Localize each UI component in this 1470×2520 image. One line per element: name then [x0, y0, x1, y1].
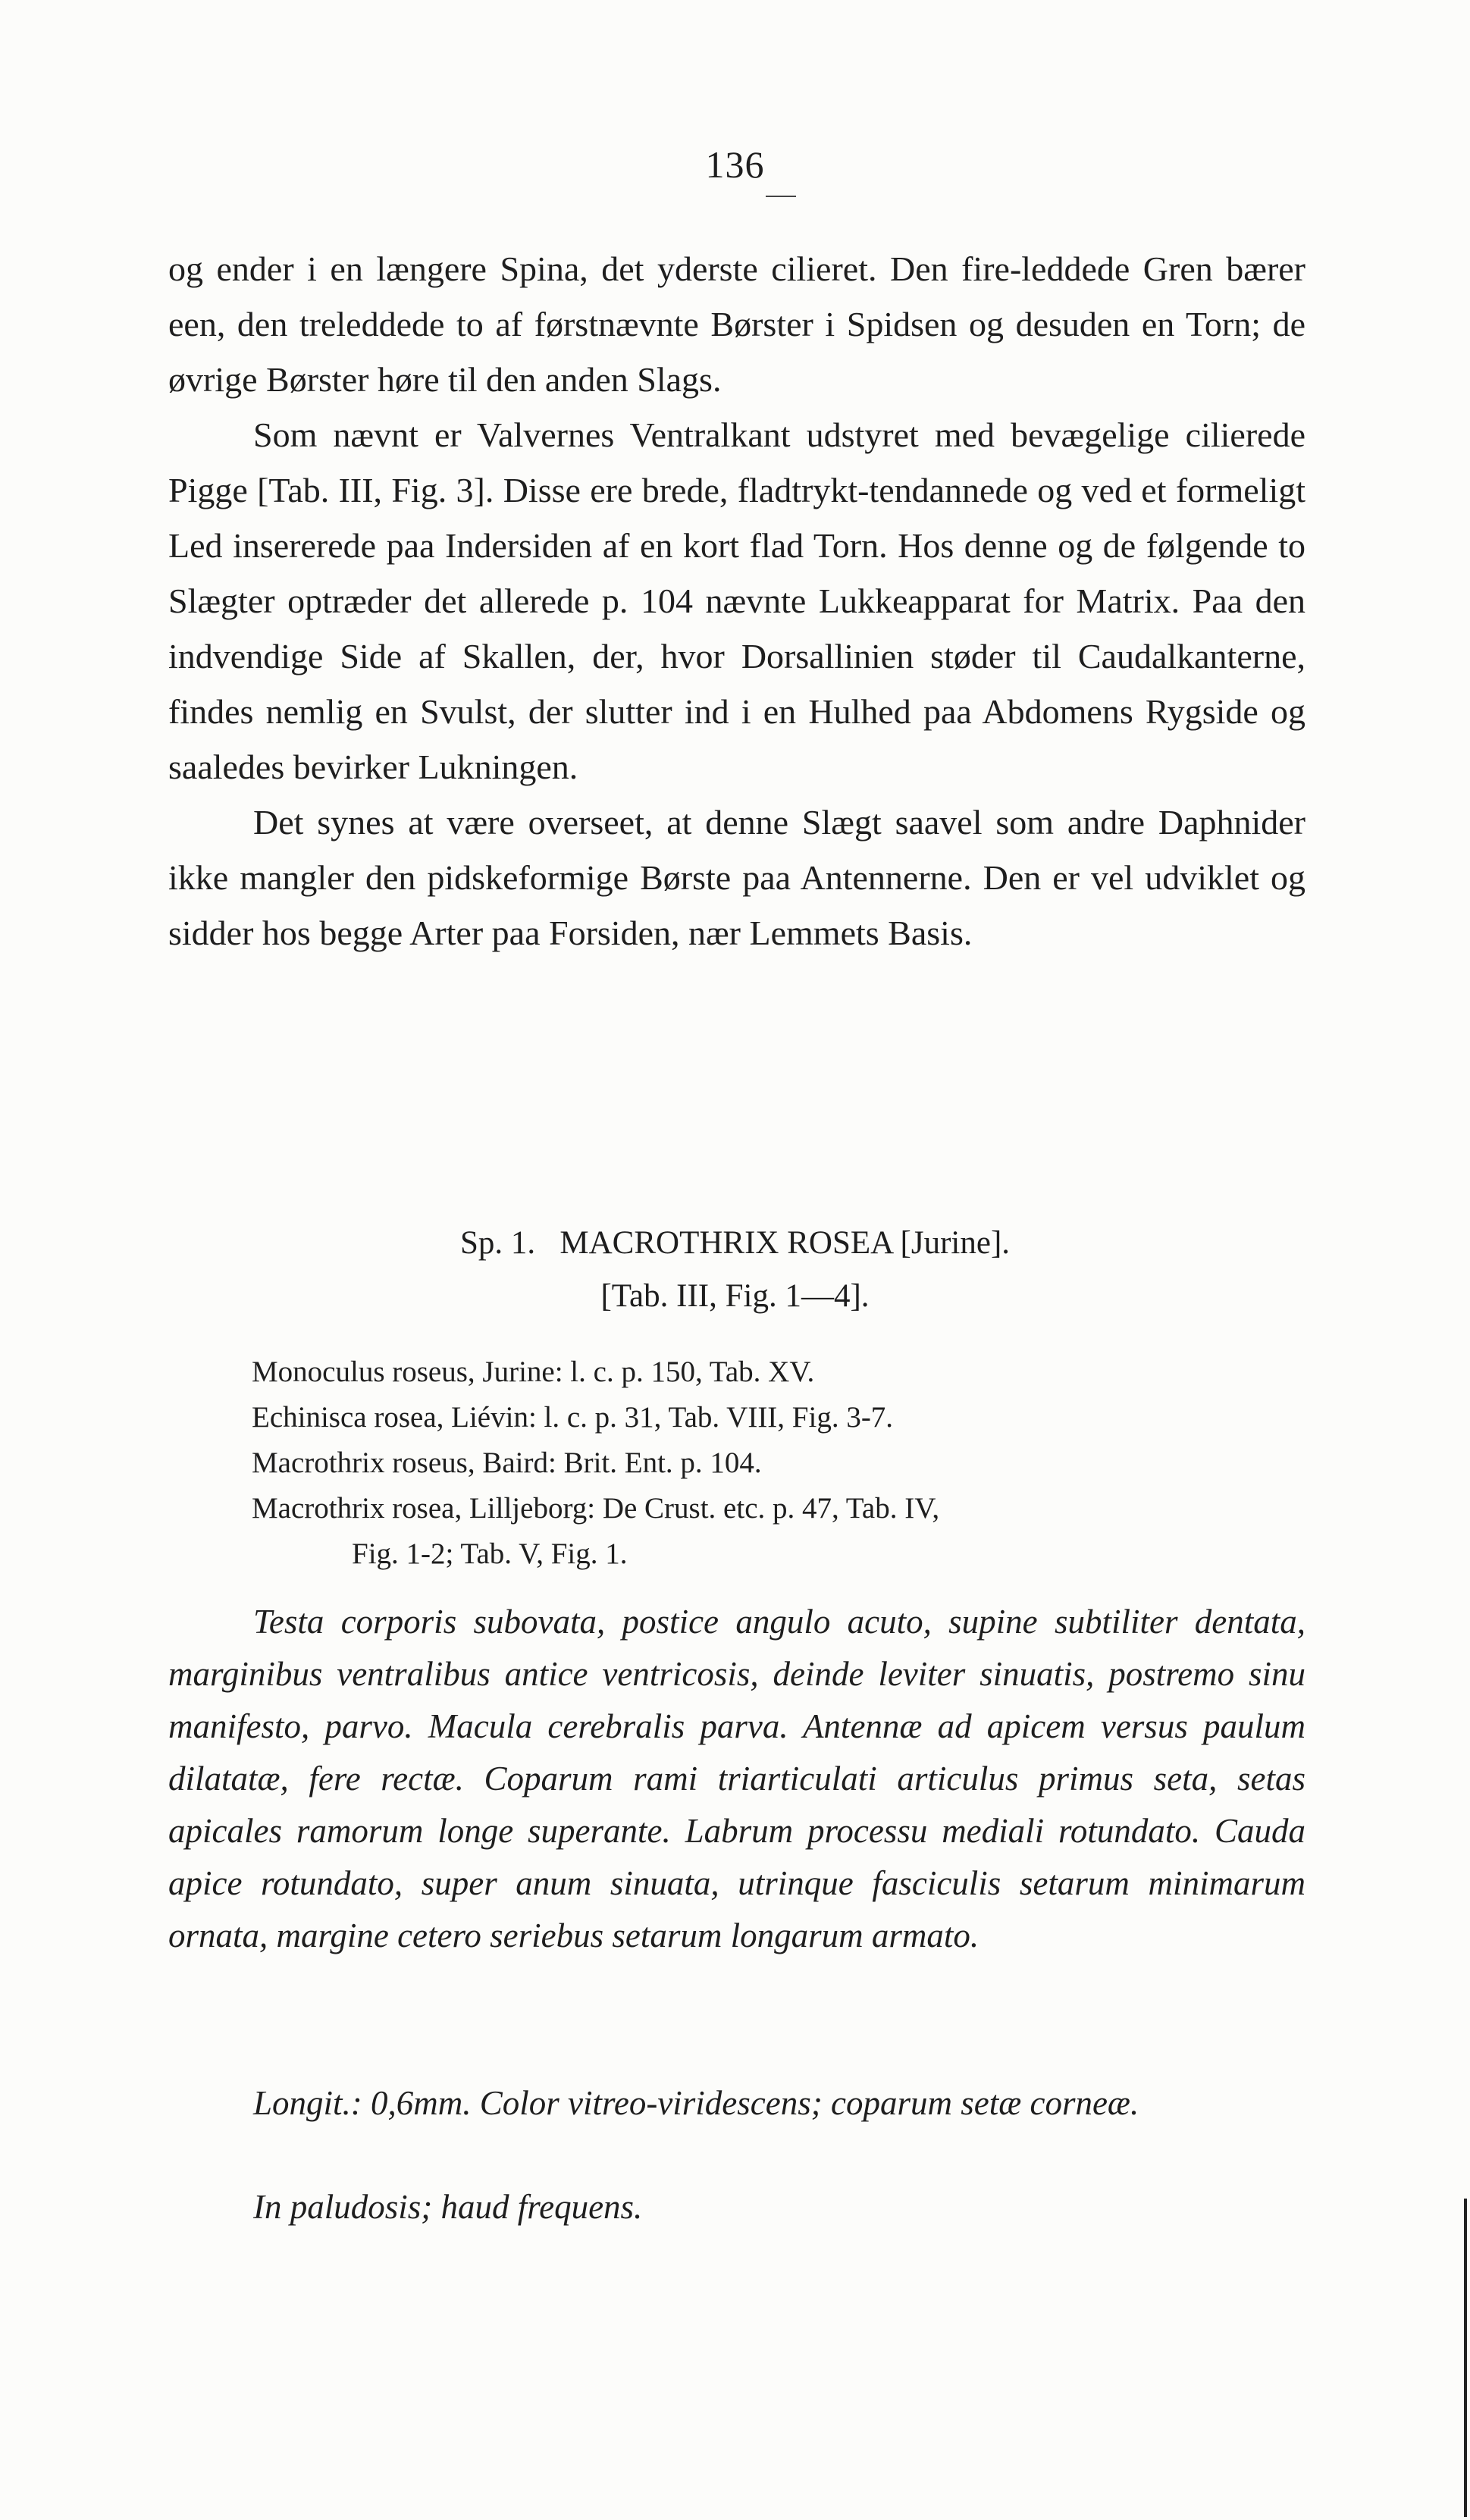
page-number: 136: [705, 143, 765, 186]
synonym-entry: Monoculus roseus, Jurine: l. c. p. 150, Tab. XV.: [252, 1356, 815, 1388]
latin-measurements: [168, 2077, 1305, 2130]
latin-diagnosis: [168, 1596, 1305, 1962]
page-edge-shadow: [1464, 2199, 1467, 2517]
latin-habitat-block: [168, 2181, 1305, 2233]
synonymy-list: [252, 1349, 1313, 1577]
page-number-underline: [766, 196, 796, 197]
species-figure-reference: [Tab. III, Fig. 1—4].: [600, 1278, 870, 1314]
synonym-continuation: Fig. 1-2; Tab. V, Fig. 1.: [352, 1537, 628, 1570]
latin-habitat: In paludosis; haud frequens.: [253, 2188, 643, 2226]
body-paragraph: Det synes at være overseet, at denne Slægt saavel som andre Daphnider ikke mangler den pidskeformige Børste paa Antennerne. Den er vel udviklet og sidder hos begge Arter paa Forsiden, nær Lemmets Basis.: [168, 803, 1305, 952]
body-paragraph: Som nævnt er Valvernes Ventralkant udstyret med bevægelige cilierede Pigge [Tab. III, Fig. 3]. Disse ere brede, fladtrykt-tendannede og ved et formeligt Led insererede paa Indersiden af en kort flad Torn. Hos denne og de følgende to Slægter optræder det allerede p. 104 nævnte Lukkeapparat for Matrix. Paa den indvendige Side af Skallen, der, hvor Dorsallinien støder til Caudalkanterne, findes nemlig en Svulst, der slutter ind i en Hulhed paa Abdomens Rygside og saaledes bevirker Lukningen.: [168, 415, 1305, 786]
body-paragraph: og ender i en længere Spina, det yderste cilieret. Den fire-leddede Gren bærer een, den treleddede to af førstnævnte Børster i Spidsen og desuden en Torn; de øvrige Børster høre til den anden Slags.: [168, 249, 1305, 399]
synonym-entry: Macrothrix rosea, Lilljeborg: De Crust. etc. p. 47, Tab. IV,: [252, 1492, 940, 1525]
synonym-entry: Echinisca rosea, Liévin: l. c. p. 31, Tab. VIII, Fig. 3-7.: [252, 1401, 894, 1434]
latin-measure: Longit.: 0,6mm. Color vitreo-viridescens; coparum setæ corneæ.: [253, 2084, 1139, 2122]
synonym-entry: Macrothrix roseus, Baird: Brit. Ent. p. 104.: [252, 1446, 762, 1479]
body-text: [168, 241, 1305, 961]
latin-description: Testa corporis subovata, postice angulo acuto, supine subtiliter dentata, marginibus ventralibus antice ventricosis, deinde leviter sinuatis, postremo sinu manifesto, parvo. Macula cerebralis parva. Antennæ ad apicem versus paulum dilatatæ, fere rectæ. Coparum rami triarticulati articulus primus seta, setas apicales ramorum longe superante. Labrum processu mediali rotundato. Cauda apice rotundato, super anum sinuata, utrinque fasciculis setarum minimarum ornata, margine cetero seriebus setarum longarum armato.: [168, 1603, 1305, 1954]
species-heading: Sp. 1. MACROTHRIX ROSEA [Jurine].: [459, 1225, 1011, 1261]
